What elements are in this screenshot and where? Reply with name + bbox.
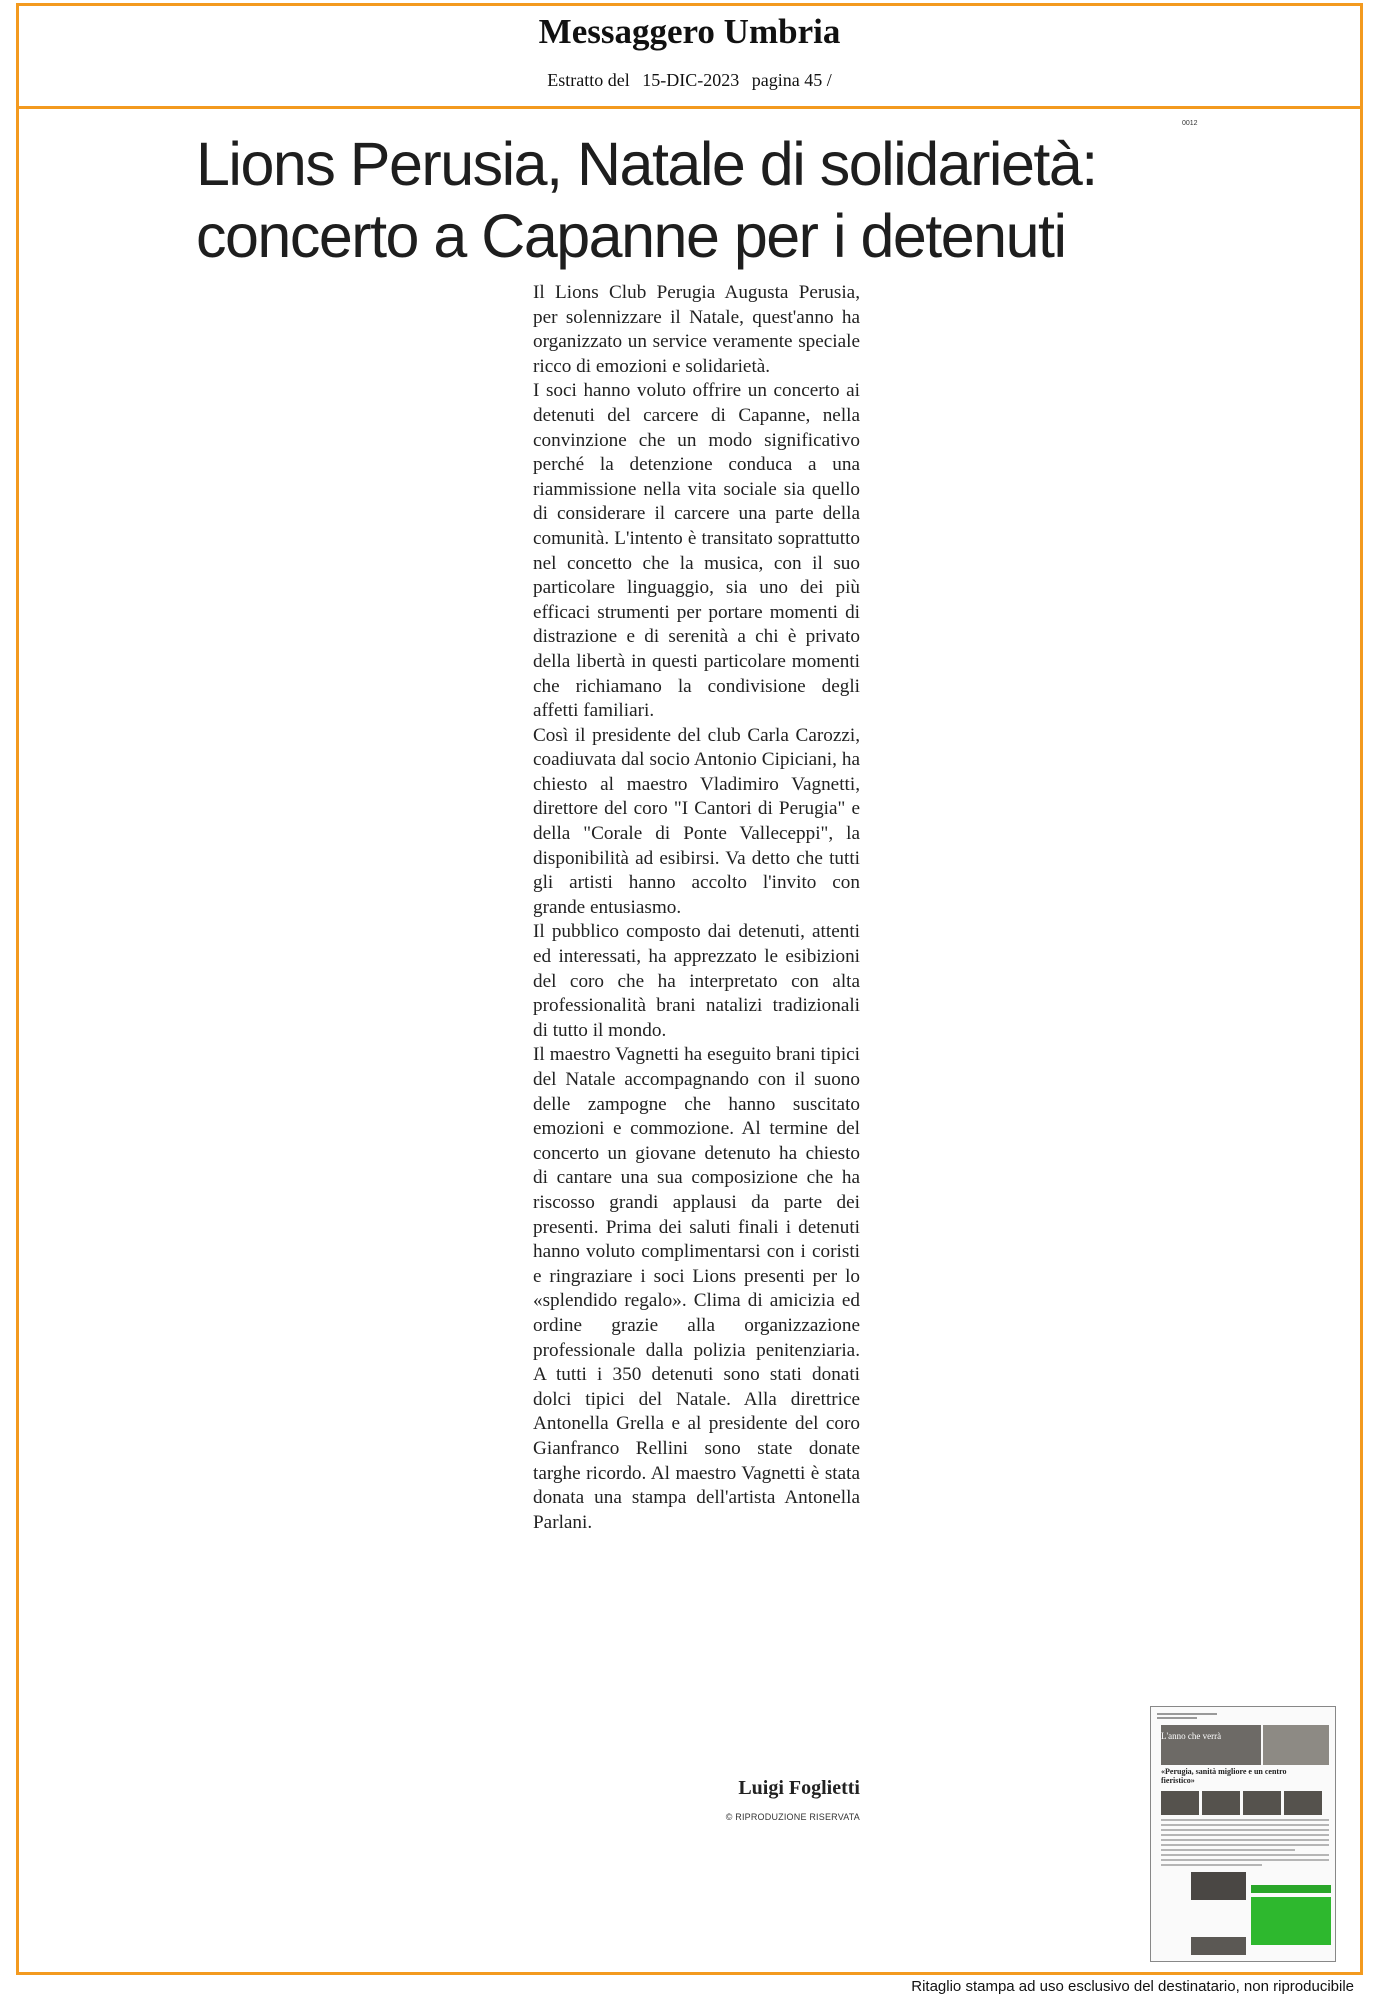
extract-label: Estratto del xyxy=(547,70,630,90)
copyright-notice: © RIPRODUZIONE RISERVATA xyxy=(725,1812,860,1822)
thumbnail-highlight-bar xyxy=(1251,1885,1331,1893)
article-paragraph: Così il presidente del club Carla Carozzi, coadiuvata dal socio Antonio Cipiciani, ha chiesto al maestro Vladimiro Vagnetti, direttore del coro "I Cantori di Perugia" e della "Corale di Ponte Valleceppi", la disponibilità ad esibirsi. Va detto che tutti gli artisti hanno accolto l'invito con grande entusiasmo. xyxy=(533,724,860,918)
headline-line-1: Lions Perusia, Natale di solidarietà: xyxy=(196,130,1097,198)
thumbnail-portraits xyxy=(1161,1791,1329,1815)
article-headline xyxy=(196,128,1196,272)
thumbnail-headline: «Perugia, sanità migliore e un centro fieristico» xyxy=(1161,1767,1287,1785)
page-thumbnail xyxy=(1150,1706,1336,1962)
publication-name: Messaggero Umbria xyxy=(538,12,841,51)
thumbnail-photo xyxy=(1191,1872,1246,1900)
clipping-header xyxy=(19,6,1360,109)
thumbnail-masthead xyxy=(1157,1713,1329,1721)
article-paragraph: Il maestro Vagnetti ha eseguito brani tipici del Natale accompagnando con il suono delle zampogne che hanno suscitato emozioni e commozione. Al termine del concerto un giovane detenuto ha chiesto di cantare una sua composizione che ha riscosso grandi applausi da parte dei presenti. Prima dei saluti finali i detenuti hanno voluto complimentarsi con i coristi e ringraziare i soci Lions presenti per lo «splendido regalo». Clima di amicizia ed ordine grazie alla organizzazione professionale dalla polizia penitenziaria. A tutti i 350 detenuti sono stati donati dolci tipici del Natale. Alla direttrice Antonella Grella e al presidente del coro Gianfranco Rellini sono state donate targhe ricordo. Al maestro Vagnetti è stata donata una stampa dell'artista Antonella Parlani. xyxy=(533,1044,860,1533)
thumbnail-photo xyxy=(1263,1725,1329,1765)
article-code: 0012 xyxy=(1182,120,1198,127)
extract-page: pagina 45 / xyxy=(751,70,832,90)
extract-info xyxy=(19,70,1360,91)
thumbnail-highlight-box xyxy=(1251,1897,1331,1945)
article-body xyxy=(533,281,860,1535)
thumbnail-text-lines xyxy=(1161,1819,1329,1869)
article-author: Luigi Foglietti xyxy=(738,1777,860,1799)
thumbnail-photo xyxy=(1191,1937,1246,1955)
footer-note: Ritaglio stampa ad uso esclusivo del destinatario, non riproducibile xyxy=(911,1978,1354,1995)
article-paragraph: I soci hanno voluto offrire un concerto ai detenuti del carcere di Capanne, nella convinzione che un modo significativo perché la detenzione conduca a una riammissione nella vita sociale sia quello di considerare il carcere una parte della comunità. L'intento è transitato soprattutto nel concetto che la musica, con il suo particolare linguaggio, sia uno dei più efficaci strumenti per portare momenti di distrazione e di serenità a chi è privato della libertà in questi particolare momenti che richiamano la condivisione degli affetti familiari. xyxy=(533,380,860,722)
thumbnail-title: L'anno che verrà xyxy=(1161,1731,1222,1741)
article-paragraph: Il Lions Club Perugia Augusta Perusia, per solennizzare il Natale, quest'anno ha organizzato un service veramente speciale ricco di emozioni e solidarietà. xyxy=(533,282,860,377)
article-paragraph: Il pubblico composto dai detenuti, attenti ed interessati, ha apprezzato le esibizioni del coro che ha interpretato con alta professionalità brani natalizi tradizionali di tutto il mondo. xyxy=(533,921,860,1041)
headline-line-2: concerto a Capanne per i detenuti xyxy=(196,202,1066,270)
extract-date: 15-DIC-2023 xyxy=(642,70,740,90)
